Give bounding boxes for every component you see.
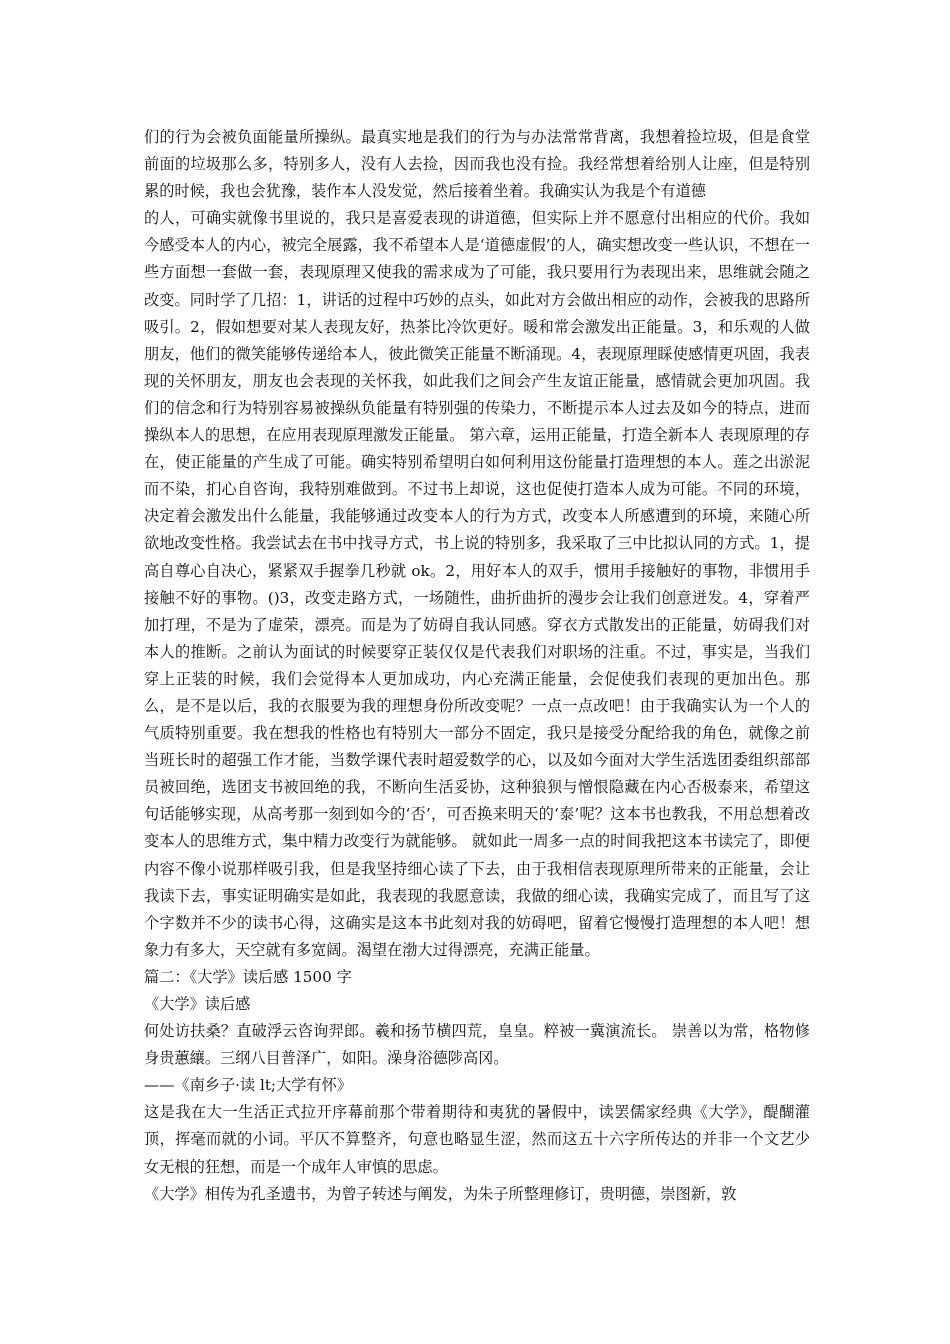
essay-title: 《大学》读后感 bbox=[144, 995, 251, 1013]
document-page bbox=[144, 124, 810, 1208]
paragraph-intro: 这是我在大一生活正式拉开序幕前那个带着期待和夷犹的暑假中，读罢儒家经典《大学》，醍醐灌顶，挥毫而就的小词。平仄不算整齐，句意也略显生涩，然而这五十六字所传达的并非一个文艺少女无根的狂想，而是一个成年人审慎的思虑。 bbox=[144, 1103, 810, 1176]
poem-attribution: ——《南乡子·读 lt;大学有怀》 bbox=[144, 1076, 352, 1095]
poem-text: 何处访扶桑？直破浮云咨询羿郎。羲和扬节横四荒，皇皇。粹被一冀演流长。 崇善以为常，格物修身贵蕙纕。三纲八目普泽广，如阳。澡身浴德陟高冈。 bbox=[144, 1022, 810, 1068]
paragraph-behavior-reflection: 们的行为会被负面能量所操纵。最真实地是我们的行为与办法常常背离，我想着捡垃圾，但是食堂前面的垃圾那么多，特别多人，没有人去捡，因而我也没有捡。我经常想着给别人让座，但是特别累的时候，我也会犹豫，装作本人没发觉，然后接着坐着。我确实认为我是个有道德 bbox=[144, 128, 810, 201]
paragraph-main-body: 的人，可确实就像书里说的，我只是喜爱表现的讲道德，但实际上并不愿意付出相应的代价。我如今感受本人的内心，被完全展露，我不希望本人是‘道德虚假’的人，确实想改变一些认识，不想在一些方面想一套做一套，表现原理又使我的需求成为了可能，我只要用行为表现出来，思维就会随之改变。同时学了几招：1，讲话的过程中巧妙的点头，如此对方会做出相应的动作，会被我的思路所吸引。2，假如想要对某人表现友好，热茶比冷饮更好。暖和常会激发出正能量。3，和乐观的人做朋友，他们的微笑能够传递给本人，彼此微笑正能量不断涌现。4，表现原理睬使感情更巩固，我表现的关怀朋友，朋友也会表现的关怀我，如此我们之间会产生友谊正能量，感情就会更加巩固。我们的信念和行为特别容易被操纵负能量有特别强的传染力，不断提示本人过去及如今的特点，进而操纵本人的思想，在应用表现原理激发正能量。 第六章，运用正能量，打造全新本人 表现原理的存在，使正能量的产生成了可能。确实特别希望明白如何利用这份能量打造理想的本人。莲之出淤泥而不染，扪心自咨询，我特别难做到。不过书上却说，这也促使打造本人成为可能。不同的环境，决定着会激发出什么能量，我能够通过改变本人的行为方式，改变本人所感遭到的环境，来随心所欲地改变性格。我尝试去在书中找寻方式，书上说的特别多，我采取了三中比拟认同的方式。1，提高自尊心自决心，紧紧双手握拳几秒就 ok。2，用好本人的双手，惯用手接触好的事物，非惯用手接触不好的事物。()3，改变走路方式，一场随性，曲折曲折的漫步会让我们创意迸发。4，穿着严加打理，不是为了虚荣，漂亮。而是为了妨碍自我认同感。穿衣方式散发出的正能量，妨碍我们对本人的推断。之前认为面试的时候要穿正装仅仅是代表我们对职场的注重。不过，事实是，当我们穿上正装的时候，我们会觉得本人更加成功，内心充满正能量，会促使我们表现的更加出色。那么，是不是以后，我的衣服要为我的理想身份所改变呢？一点一点改吧！由于我确实认为一个人的气质特别重要。我在想我的性格也有特别大一部分不固定，我只是接受分配给我的角色，就像之前当班长时的超强工作才能，当数学课代表时超爱数学的心，以及如今面对大学生活选团委组织部部员被回绝，选团支书被回绝的我，不断向生活妥协，这种狼狈与憎恨隐藏在内心否极泰来，希望这句话能够实现，从高考那一刻到如今的‘否’，可否换来明天的‘泰’呢？这本书也教我，不用总想着改变本人的思维方式，集中精力改变行为就能够。 就如此一周多一点的时间我把这本书读完了，即便内容不像小说那样吸引我，但是我坚持细心读了下去，由于我相信表现原理所带来的正能量，会让我读下去，事实证明确实是如此，我表现的我愿意读，我做的细心读，我确实完成了，而且写了这个字数并不少的读书心得，这确实是这本书此刻对我的妨碍吧，留着它慢慢打造理想的本人吧！想象力有多大，天空就有多宽阔。渴望在渤大过得漂亮，充满正能量。 bbox=[144, 209, 810, 959]
paragraph-daxue: 《大学》相传为孔圣遗书，为曾子转述与阐发，为朱子所整理修订，贵明德，崇图新，敦 bbox=[144, 1184, 737, 1203]
section-heading: 篇二：《大学》读后感 1500 字 bbox=[144, 967, 352, 986]
